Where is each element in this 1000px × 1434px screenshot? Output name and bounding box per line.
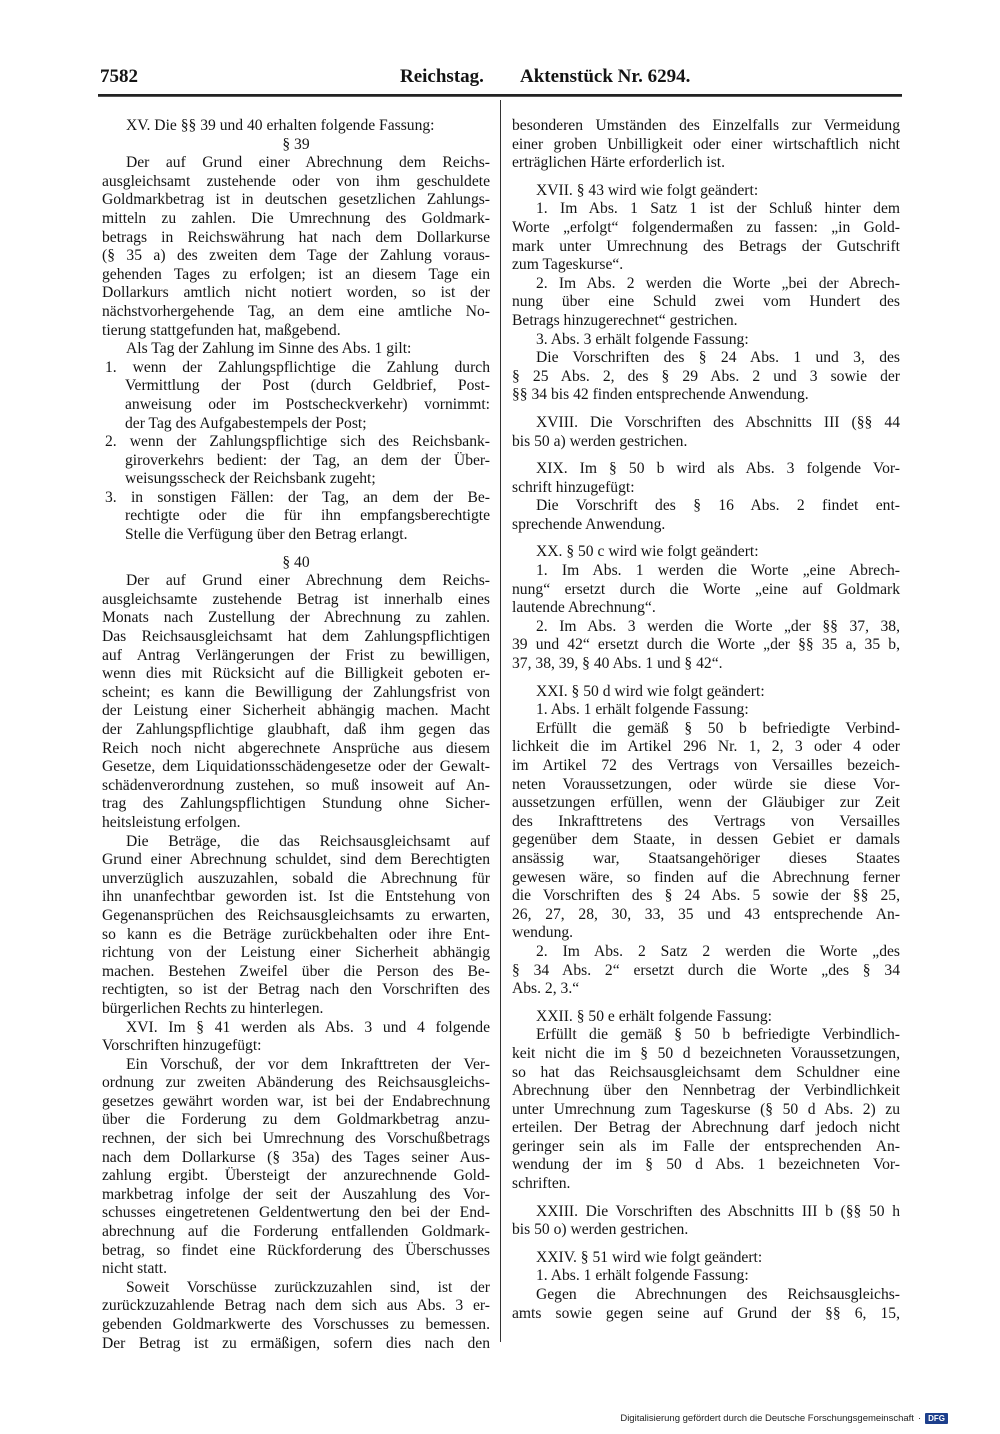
text-line: § 40 (282, 553, 310, 571)
text-line: lautende Abrechnung“. (512, 599, 656, 617)
text-line: geringer sein als im Falle der entsprechenden An- (512, 1137, 900, 1155)
paragraph (102, 117, 490, 136)
text-line: heitsleistung erfolgen. (102, 813, 241, 831)
text-line: Der auf Grund einer Abrechnung dem Reichs- (126, 154, 490, 172)
text-line: XXIV. § 51 wird wie folgt geändert: (536, 1248, 763, 1266)
text-line: XV. Die §§ 39 und 40 erhalten folgende Fassung: (126, 117, 435, 134)
text-line: besonderen Umständen des Einzelfalls zur Vermeidung (512, 117, 900, 134)
column-divider (500, 100, 501, 1342)
text-line: ausgleichsamte zustehende Betrag ist innerhalb eines (102, 590, 490, 608)
footer-text: Digitalisierung gefördert durch die Deutsche Forschungsgemeinschaft (620, 1413, 914, 1424)
text-line: 1. Abs. 1 erhält folgende Fassung: (536, 701, 749, 719)
text-line: erteilen. Der Betrag der Abrechnung darf jedoch nicht (512, 1119, 900, 1137)
text-line: § 34 Abs. 2“ ersetzt durch die Worte „des § 34 (512, 961, 900, 979)
text-line: Die Beträge, die das Reichsausgleichsamt auf (126, 832, 490, 850)
text-line: tierung stattgefunden hat, maßgebend. (102, 321, 341, 339)
text-line: lichkeit die im Artikel 296 Nr. 1, 2, 3 oder 4 oder (512, 738, 900, 756)
paragraph (102, 1056, 490, 1279)
paragraph (512, 943, 900, 999)
text-line: 2. Im Abs. 2 werden die Worte „bei der Abrech- (536, 274, 900, 292)
text-line: aussetzungen erfüllen, wenn der Gläubiger zur Zeit (512, 794, 900, 812)
text-line: zahlung ergibt. Übersteigt der anzurechnende Gold- (102, 1167, 490, 1185)
list-item (102, 359, 490, 433)
text-line: mitteln zu zahlen. Die Umrechnung des Goldmark- (102, 209, 490, 227)
footer-credit: Digitalisierung gefördert durch die Deutsche Forschungsgemeinschaft · DFG (620, 1413, 948, 1424)
dfg-logo: DFG (925, 1413, 948, 1424)
text-line: § 39 (282, 135, 310, 153)
text-line: Die Vorschriften des § 24 Abs. 1 und 3, des (536, 349, 900, 367)
text-line: der Tag des Aufgabestempels der Post; (125, 414, 367, 432)
text-line: im Artikel 72 des Vertrags von Versailles bezeich- (512, 757, 900, 774)
text-line: (§ 35 a) des zweiten dem Tage der Zahlung voraus- (102, 247, 490, 265)
text-line: Als Tag der Zahlung im Sinne des Abs. 1 gilt: (126, 340, 412, 358)
paragraph (512, 1008, 900, 1027)
text-line: einer groben Unbilligkeit oder einer wirtschaftlich nicht (512, 135, 900, 153)
text-line: zurückzuzahlende Betrag nach dem sich aus Abs. 3 er- (102, 1297, 490, 1315)
text-line: gegenüber dem Staate, in dessen Gebiet er damals (512, 831, 900, 849)
text-line: gewesen wäre, so finden auf die Abrechnung ferner (512, 868, 900, 886)
text-line: amts sowie gegen seine auf Grund der §§ 6, 15, (512, 1304, 900, 1322)
text-line: rechnen, der sich bei Umrechnung des Vorschußbetrags (102, 1130, 490, 1148)
text-line: Gegen die Abrechnungen des Reichsausgleichs- (536, 1286, 900, 1304)
text-line: so kann es die Beträge zurückbehalten oder ihre Ent- (102, 925, 490, 943)
text-line: Ein Vorschuß, der vor dem Inkrafttreten der Ver- (126, 1055, 490, 1073)
text-line: Soweit Vorschüsse zurückzuzahlen sind, ist der (126, 1278, 490, 1296)
text-line: scheint; es kann die Bewilligung der Zahlungsfrist von (102, 683, 490, 701)
text-line: 2. wenn der Zahlungspflichtige sich des Reichsbank- (105, 433, 490, 451)
text-line: 39 und 42“ ersetzt durch die Worte „der §§ 35 a, 35 b, (512, 636, 900, 654)
text-line: auf Antrag Verlängerungen der Frist zu bewilligen, (102, 646, 490, 664)
paragraph (102, 1019, 490, 1056)
right-column (512, 117, 900, 1323)
left-column (102, 117, 490, 1353)
text-line: 2. Im Abs. 3 werden die Worte „der §§ 37, 38, (536, 617, 900, 635)
text-line: die Vorschriften des § 24 Abs. 5 sowie der §§ 25, (512, 887, 900, 905)
text-line: XVII. § 43 wird wie folgt geändert: (536, 181, 759, 199)
text-line: XXII. § 50 e erhält folgende Fassung: (536, 1007, 773, 1025)
text-line: unter Umrechnung zum Tageskurse (§ 50 d Abs. 2) zu (512, 1100, 900, 1118)
paragraph (102, 1279, 490, 1353)
paragraph (512, 275, 900, 331)
paragraph (102, 833, 490, 1019)
text-line: trag des Zahlungspflichtigen Stundung ohne Sicher- (102, 795, 490, 813)
text-line: Monats nach Zustellung der Abrechnung zu zahlen. (102, 609, 490, 627)
text-line: 3. Abs. 3 erhält folgende Fassung: (536, 330, 749, 348)
paragraph (512, 497, 900, 534)
text-line: XXI. § 50 d wird wie folgt geändert: (536, 682, 765, 700)
text-line: Abrechnung über den Nennbetrag der Verbindlichkeit (512, 1082, 900, 1100)
text-line: Dollarkurs amtlich nicht notiert worden, so ist der (102, 284, 490, 302)
text-line: wenn dies mit Rücksicht auf die Billigkeit geboten er- (102, 665, 490, 683)
text-line: ansässig war, Staatsangehöriger dieses Staates (512, 849, 900, 867)
text-line: Der auf Grund einer Abrechnung dem Reichs- (126, 572, 490, 590)
text-line: Abs. 2, 3.“ (512, 980, 580, 998)
paragraph (512, 331, 900, 350)
paragraph (512, 460, 900, 497)
text-line: nach dem Dollarkurse (§ 35a) des Tages seiner Aus- (102, 1148, 490, 1166)
text-line: wendung. (512, 924, 574, 942)
text-line: 2. Im Abs. 2 Satz 2 werden die Worte „des (536, 942, 900, 960)
paragraph (512, 1286, 900, 1323)
text-line: nächstvorhergehende Tag, an dem eine amtliche No- (102, 302, 490, 320)
text-line: ordnung zur zweiten Abänderung des Reichsausgleichs- (102, 1074, 490, 1092)
page-number: 7582 (100, 66, 138, 87)
paragraph (512, 200, 900, 274)
list-item (102, 489, 490, 545)
text-line: XXIII. Die Vorschriften des Abschnitts III b (§§ 50 h (536, 1202, 900, 1220)
text-line: markbetrag infolge der seit der Auszahlung des Vor- (102, 1185, 490, 1203)
text-line: 1. Abs. 1 erhält folgende Fassung: (536, 1267, 749, 1285)
text-line: richtung von der Leistung einer Sicherheit abhängig (102, 944, 490, 962)
text-line: Erfüllt die gemäß § 50 b befriedigte Verbindlich- (536, 1026, 900, 1044)
text-line: anweisung oder im Postscheckverkehr) vornimmt: (125, 395, 490, 413)
text-line: ihn unanfechtbar geworden ist. Ist die Entstehung von (102, 888, 490, 906)
text-line: neten Voraussetzungen, oder würde sie diese Vor- (512, 775, 900, 793)
text-line: zum Tageskurse“. (512, 256, 624, 274)
text-line: mark unter Umrechnung des Betrags der Gutschrift (512, 237, 900, 255)
text-line: Vorschriften hinzugefügt: (102, 1037, 262, 1055)
text-line: weisungsscheck der Reichsbank zugeht; (125, 470, 376, 488)
text-line: 37, 38, 39, § 40 Abs. 1 und § 42“. (512, 655, 723, 673)
text-line: giroverkehrs bedient: der Tag, an dem der Über- (125, 451, 490, 469)
text-line: der Zahlungspflichtige glaubhaft, daß ihm gegen das (102, 721, 490, 738)
text-line: wendung der im § 50 d Abs. 1 bezeichneten Vor- (512, 1156, 900, 1174)
text-line: des Inkrafttretens des Vertrags von Versailles (512, 812, 900, 830)
paragraph (512, 562, 900, 618)
text-line: nung“ ersetzt durch die Worte „eine auf Goldmark (512, 580, 900, 598)
paragraph (512, 1026, 900, 1193)
paragraph (512, 1203, 900, 1240)
text-line: ausgleichsamt zustehende oder von ihm geschuldete (102, 172, 490, 190)
text-line: Gesetze, dem Liquidationsschädengesetze oder der Gewalt- (102, 758, 490, 776)
paragraph (512, 117, 900, 173)
text-line: bis 50 o) werden gestrichen. (512, 1221, 689, 1239)
text-line: Reich noch nicht abgerechnete Ansprüche aus diesem (102, 739, 490, 757)
paragraph (512, 701, 900, 720)
text-line: Der Betrag ist zu ermäßigen, sofern dies nach den (102, 1334, 490, 1352)
text-line: Goldmarkbetrag ist in deutschen gesetzlichen Zahlungs- (102, 191, 490, 209)
text-line: 26, 27, 28, 30, 33, 35 und 43 entsprechende An- (512, 905, 900, 923)
section-heading (102, 554, 490, 573)
paragraph (512, 683, 900, 702)
text-line: unverzüglich auszuzahlen, sobald die Abrechnung für (102, 869, 490, 887)
text-line: schädenverordnung zustehen, so muß insoweit auf An- (102, 776, 490, 794)
text-line: Worte „erfolgt“ folgendermaßen zu fassen: „in Gold- (512, 218, 900, 236)
text-line: § 25 Abs. 2, des § 29 Abs. 2 und 3 sowie der (512, 367, 900, 385)
text-line: Grund einer Abrechnung schuldet, sind dem Berechtigten (102, 851, 490, 869)
text-line: 1. Im Abs. 1 Satz 1 ist der Schluß hinter dem (536, 200, 900, 218)
text-line: gebenden Goldmarkwerte des Vorschusses zu bemessen. (102, 1316, 490, 1333)
paragraph (512, 1267, 900, 1286)
list-item (102, 433, 490, 489)
text-line: rechtigten, so ist der Betrag nach den Vorschriften des (102, 981, 490, 999)
text-line: keit nicht die im § 50 d bezeichneten Voraussetzungen, (512, 1044, 900, 1062)
text-line: so hat das Reichsausgleichsamt dem Schuldner eine (512, 1063, 900, 1081)
paragraph (512, 543, 900, 562)
text-line: XVI. Im § 41 werden als Abs. 3 und 4 folgende (126, 1018, 490, 1036)
paragraph (512, 1249, 900, 1268)
text-line: machen. Bestehen Zweifel über die Person des Be- (102, 962, 490, 980)
text-line: der Leistung einer Sicherheit abhängig machen. Macht (102, 702, 490, 720)
running-title: Reichstag. (400, 66, 484, 87)
paragraph (512, 182, 900, 201)
text-line: XVIII. Die Vorschriften des Abschnitts III (§§ 44 (536, 413, 900, 431)
text-line: gesetzes gewährt worden war, ist bei der Endabrechnung (102, 1092, 490, 1110)
text-line: schusses eingetretenen Geldentwertung den bei der End- (102, 1204, 490, 1222)
text-line: betrag, so findet eine Rückforderung des Überschusses (102, 1241, 490, 1259)
text-line: rechtigte oder die für ihn empfangsberechtigte (125, 507, 490, 525)
page-header (100, 66, 900, 90)
text-line: gehenden Tages zu erfolgen; ist an diesem Tage ein (102, 265, 490, 283)
paragraph (102, 340, 490, 359)
text-line: nicht statt. (102, 1260, 167, 1278)
text-line: bürgerlichen Rechts zu hinterlegen. (102, 999, 324, 1017)
text-line: Stelle die Verfügung über den Betrag erlangt. (125, 526, 408, 544)
text-line: betrags in Reichswährung hat nach dem Dollarkurse (102, 228, 490, 246)
text-line: bis 50 a) werden gestrichen. (512, 432, 688, 450)
paragraph (102, 572, 490, 832)
paragraph (512, 618, 900, 674)
text-line: sprechende Anwendung. (512, 515, 666, 533)
document-number: Aktenstück Nr. 6294. (520, 66, 691, 87)
text-line: Vermittlung der Post (durch Geldbrief, Post- (125, 377, 490, 395)
text-line: XX. § 50 c wird wie folgt geändert: (536, 543, 759, 561)
text-line: schrift hinzugefügt: (512, 478, 635, 496)
text-line: über die Forderung zu dem Goldmarkbetrag anzu- (102, 1111, 490, 1129)
paragraph (512, 720, 900, 943)
paragraph (512, 414, 900, 451)
text-line: Gegenansprüchen des Reichsausgleichsamts zu erwarten, (102, 906, 490, 924)
text-line: XIX. Im § 50 b wird als Abs. 3 folgende Vor- (536, 460, 900, 478)
text-line: nung über eine Schuld zwei vom Hundert des (512, 293, 900, 311)
text-line: abrechnung auf die Forderung entfallenden Goldmark- (102, 1223, 490, 1241)
header-rule (98, 94, 902, 97)
text-line: §§ 34 bis 42 finden entsprechende Anwendung. (512, 386, 809, 404)
text-line: schriften. (512, 1175, 571, 1193)
text-line: erträglichen Härte erforderlich ist. (512, 154, 726, 172)
text-line: Das Reichsausgleichsamt hat dem Zahlungspflichtigen (102, 628, 490, 646)
paragraph (512, 349, 900, 405)
paragraph (102, 154, 490, 340)
text-line: Betrags hinzugerechnet“ gestrichen. (512, 311, 738, 329)
text-line: Erfüllt die gemäß § 50 b befriedigte Verbind- (536, 719, 900, 737)
section-heading (102, 136, 490, 155)
text-line: 1. wenn der Zahlungspflichtige die Zahlung durch (105, 358, 490, 376)
text-line: 3. in sonstigen Fällen: der Tag, an dem der Be- (105, 488, 490, 506)
text-line: 1. Im Abs. 1 werden die Worte „eine Abrech- (536, 562, 900, 580)
text-line: Die Vorschrift des § 16 Abs. 2 findet ent- (536, 497, 900, 515)
